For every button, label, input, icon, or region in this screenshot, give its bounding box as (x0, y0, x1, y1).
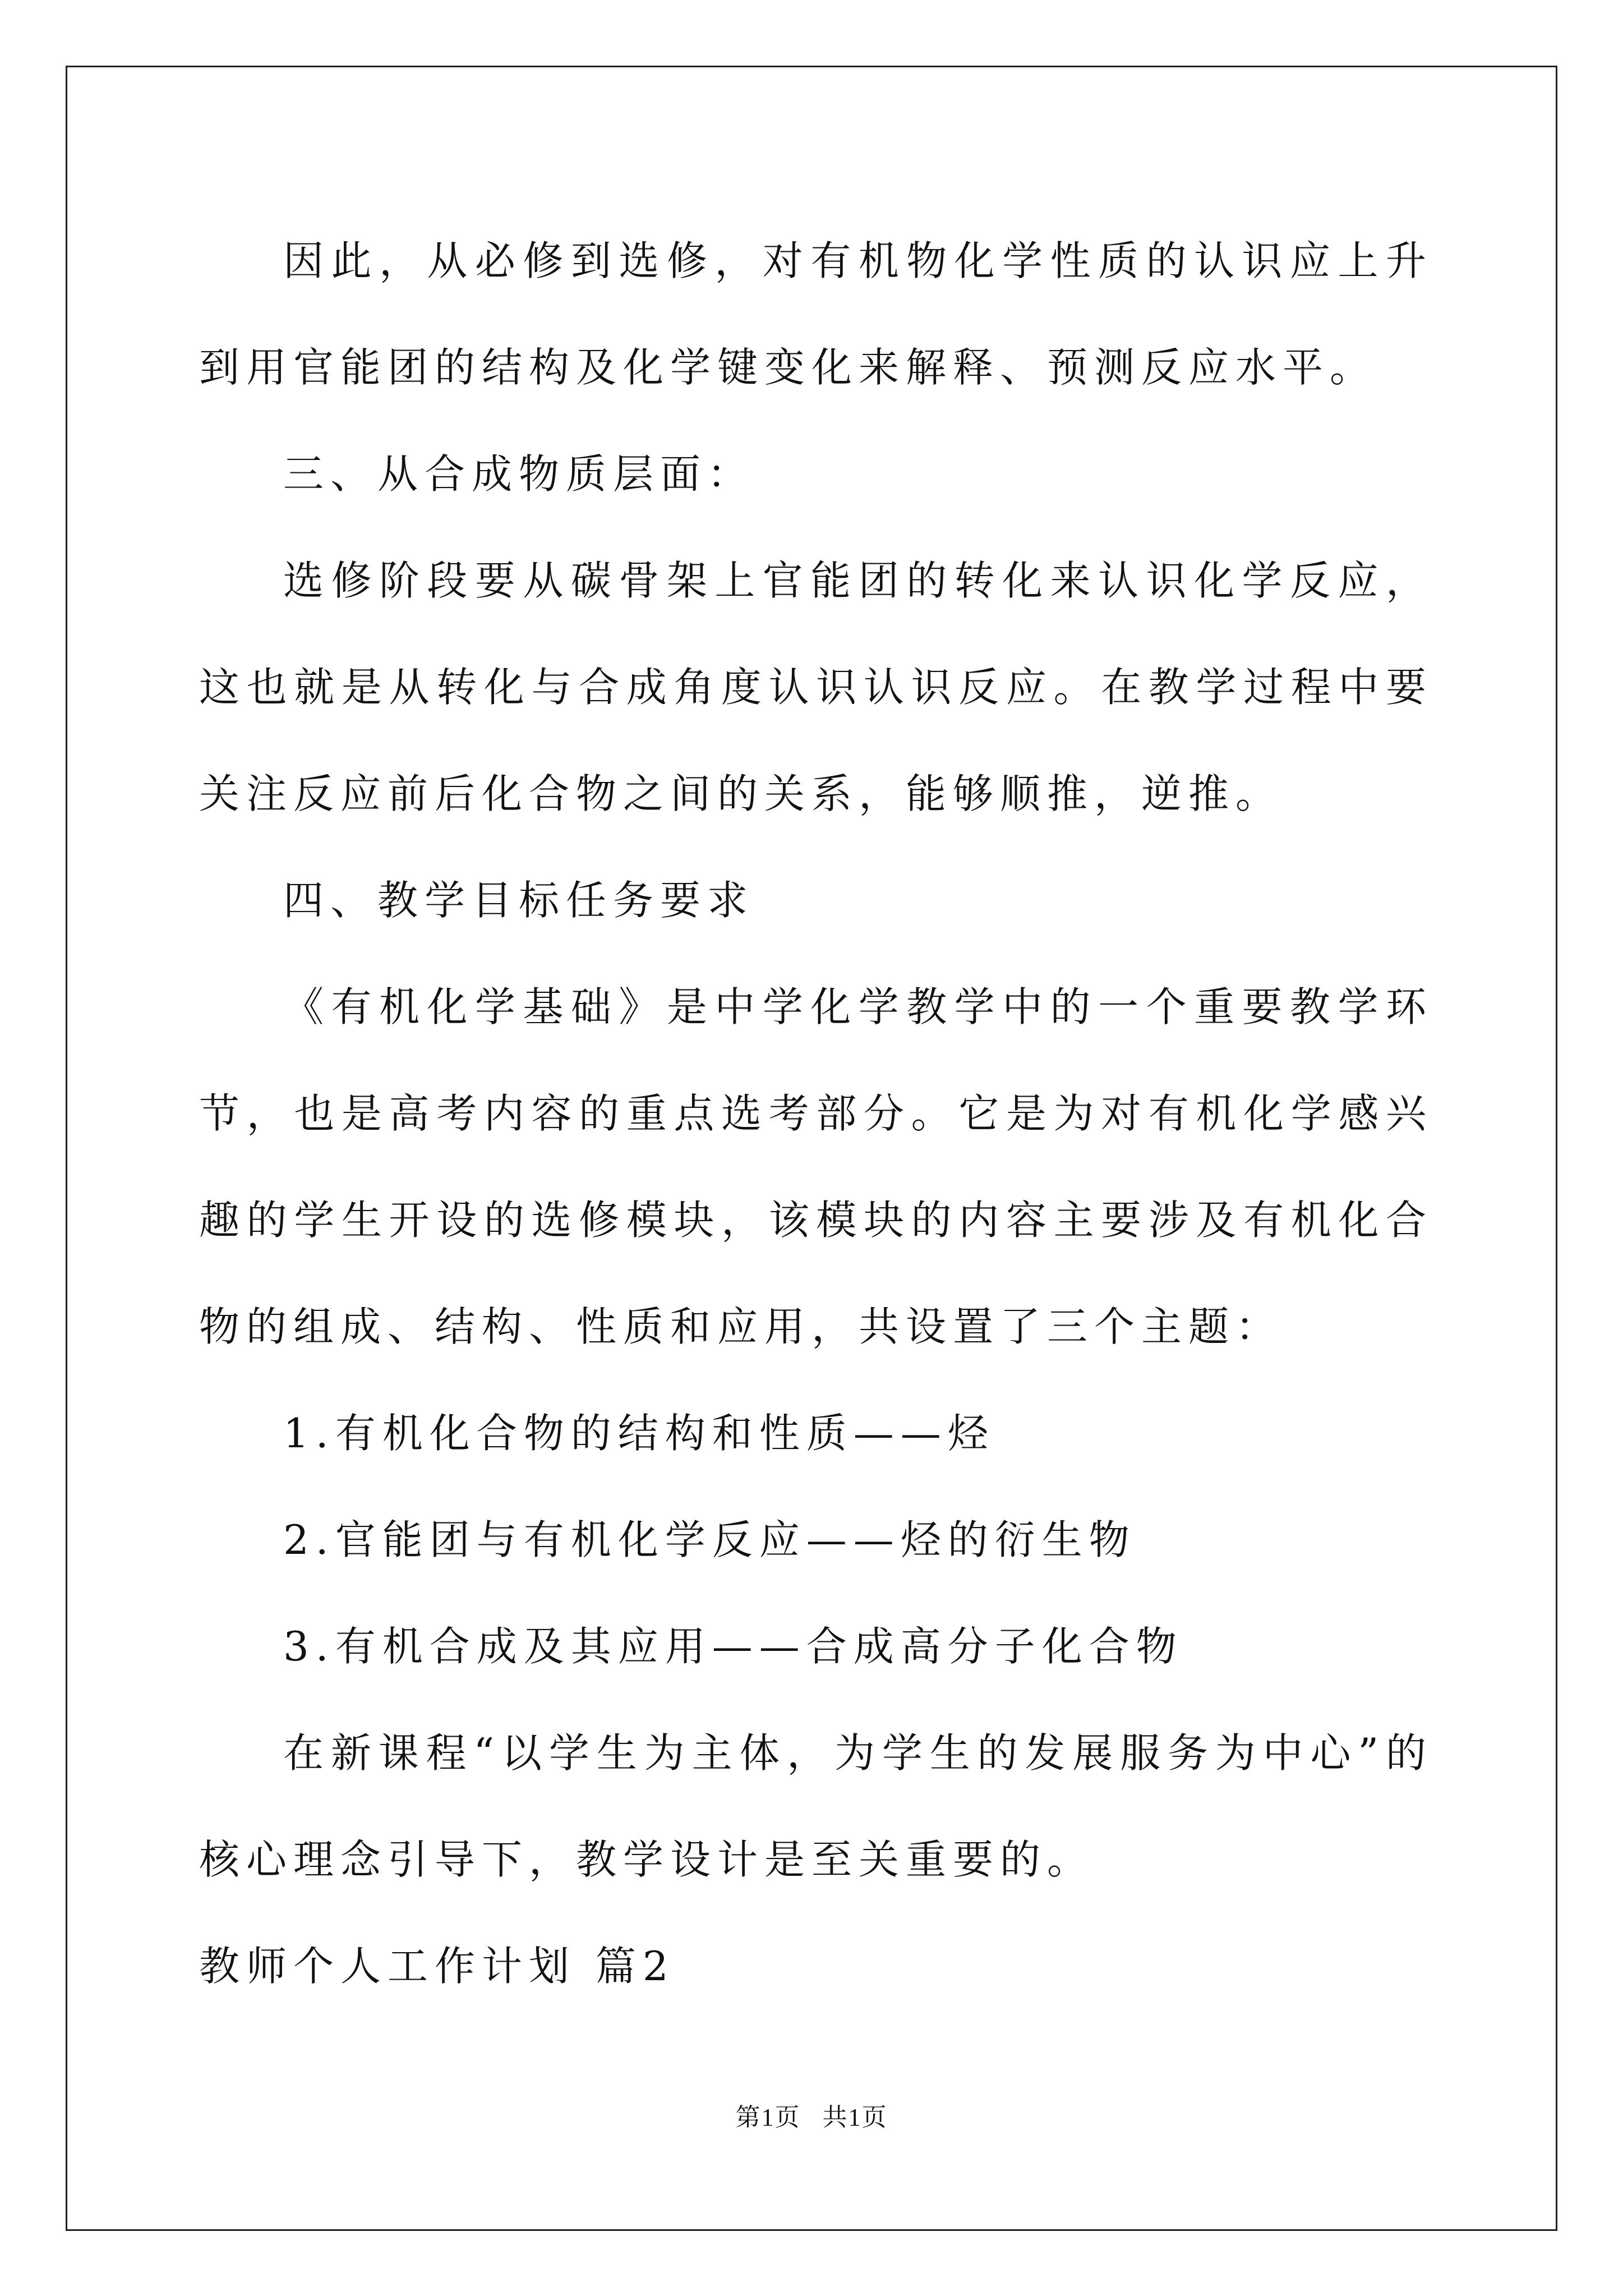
subheading: 三、从合成物质层面： (283, 450, 755, 498)
list-item: 3.有机合成及其应用——合成高分子化合物 (283, 1623, 1183, 1670)
document-body (199, 208, 1433, 2019)
subheading: 四、教学目标任务要求 (283, 877, 755, 924)
list-item: 1.有机化合物的结构和性质——烃 (283, 1410, 995, 1457)
paragraph: 《有机化学基础》是中学化学教学中的一个重要教学环节，也是高考内容的重点选考部分。它是为对有机化学感兴趣的学生开设的选修模块，该模块的内容主要涉及有机化合物的组成、结构、性质和应用，共设置了三个主题： (199, 983, 1433, 1350)
paragraph: 在新课程“以学生为主体，为学生的发展服务为中心”的核心理念引导下，教学设计是至关重要的。 (199, 1729, 1433, 1883)
paragraph: 选修阶段要从碳骨架上官能团的转化来认识化学反应，这也就是从转化与合成角度认识认识反应。在教学过程中要关注反应前后化合物之间的关系，能够顺推，逆推。 (199, 557, 1433, 817)
list-item: 2.官能团与有机化学反应——烃的衍生物 (283, 1516, 1136, 1563)
page-number: 第1页 共1页 (735, 2104, 888, 2131)
paragraph: 因此，从必修到选修，对有机物化学性质的认识应上升到用官能团的结构及化学键变化来解释、预测反应水平。 (199, 237, 1433, 391)
section-heading: 教师个人工作计划 篇2 (199, 1943, 675, 1990)
